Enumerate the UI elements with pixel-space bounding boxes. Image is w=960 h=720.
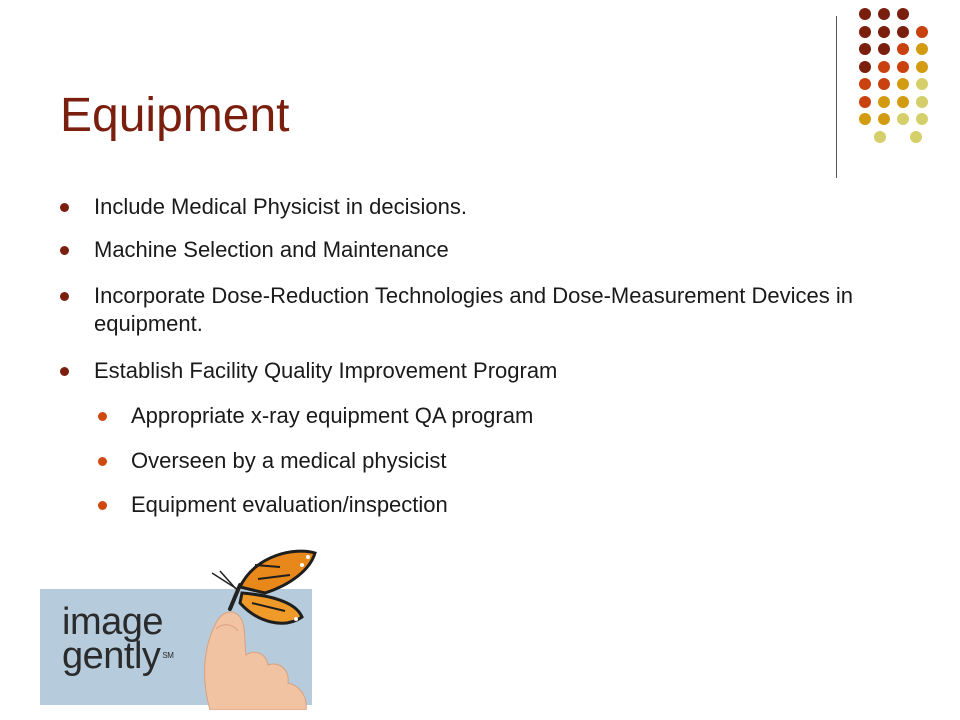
bullet-text: Establish Facility Quality Improvement Program: [94, 358, 558, 383]
decorative-dot: [897, 8, 909, 20]
bullet-item: [94, 282, 894, 338]
sub-bullet-item: [131, 447, 811, 475]
logo-word-image: image: [62, 601, 163, 643]
bullet-text: Equipment evaluation/inspection: [131, 492, 448, 517]
decorative-dot: [878, 61, 890, 73]
bullet-marker: [60, 292, 69, 301]
decorative-dot: [878, 96, 890, 108]
sub-bullet-item: [131, 402, 811, 430]
decorative-dot: [874, 131, 886, 143]
bullet-marker: [98, 412, 107, 421]
decorative-dot: [916, 113, 928, 125]
decorative-dot: [859, 61, 871, 73]
decorative-dot: [897, 43, 909, 55]
decorative-dot: [859, 113, 871, 125]
bullet-text: Appropriate x-ray equipment QA program: [131, 403, 534, 428]
decorative-dot: [878, 43, 890, 55]
decorative-dot: [916, 78, 928, 90]
decorative-dot: [897, 113, 909, 125]
decorative-dot: [859, 96, 871, 108]
bullet-marker: [60, 367, 69, 376]
slide-title: Equipment: [60, 89, 290, 142]
decorative-dot: [916, 61, 928, 73]
decorative-dot: [910, 131, 922, 143]
decorative-dot: [878, 8, 890, 20]
bullet-item: [94, 193, 894, 221]
decorative-dot: [897, 78, 909, 90]
bullet-marker: [60, 246, 69, 255]
decorative-dot: [878, 26, 890, 38]
bullet-text: Incorporate Dose-Reduction Technologies and Dose-Measurement Devices in equipment.: [94, 283, 853, 336]
bullet-marker: [98, 457, 107, 466]
image-gently-logo: [40, 545, 330, 710]
bullet-text: Overseen by a medical physicist: [131, 448, 447, 473]
decorative-dot: [859, 26, 871, 38]
decorative-dot: [897, 26, 909, 38]
sub-bullet-item: [131, 491, 811, 519]
decorative-dot: [897, 61, 909, 73]
decorative-dot: [916, 26, 928, 38]
logo-wordmark: [62, 601, 174, 677]
logo-word-gently: gently: [62, 635, 161, 677]
decorative-dot: [859, 8, 871, 20]
decorative-dot: [878, 113, 890, 125]
service-mark: SM: [162, 651, 174, 660]
decorative-dot: [897, 96, 909, 108]
decorative-dot: [916, 96, 928, 108]
decorative-dot: [859, 78, 871, 90]
bullet-item: [94, 236, 894, 264]
decorative-dot-grid: [840, 8, 950, 168]
bullet-text: Include Medical Physicist in decisions.: [94, 194, 467, 219]
bullet-item: [94, 357, 894, 385]
decorative-dot: [916, 43, 928, 55]
decorative-dot: [859, 43, 871, 55]
bullet-text: Machine Selection and Maintenance: [94, 237, 449, 262]
bullet-marker: [60, 203, 69, 212]
divider-line: [836, 16, 837, 178]
logo-word-gently-line: [62, 635, 174, 677]
bullet-marker: [98, 501, 107, 510]
decorative-dot: [878, 78, 890, 90]
